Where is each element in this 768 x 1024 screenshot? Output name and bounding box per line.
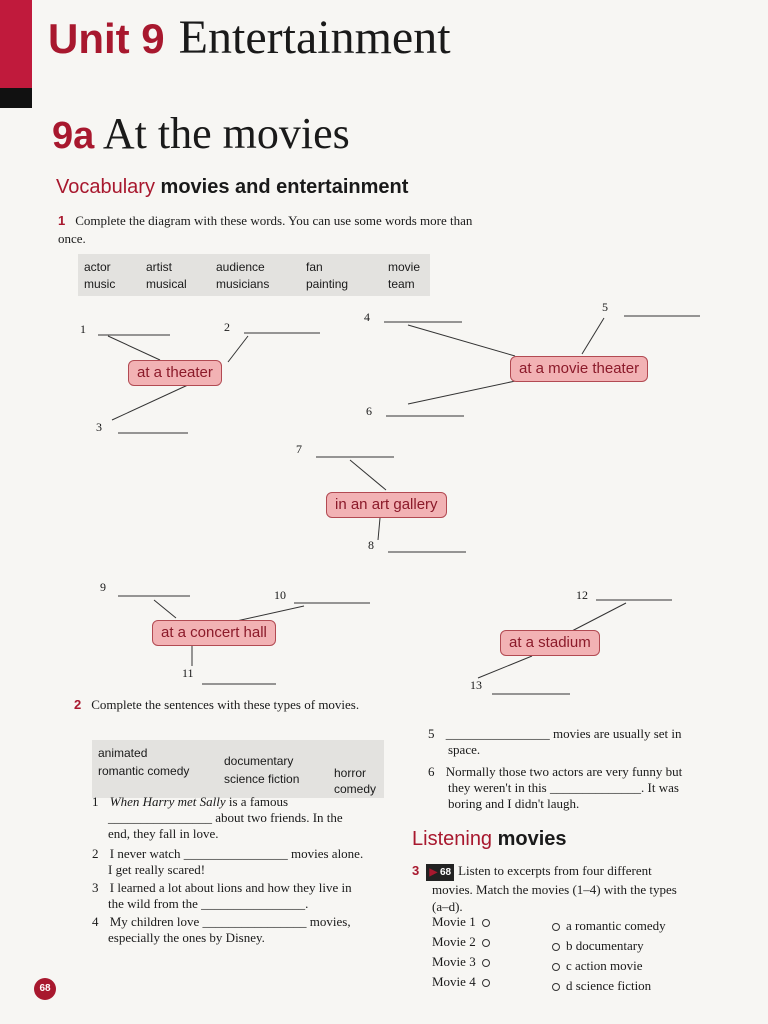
- match-circle-icon[interactable]: [552, 963, 560, 971]
- word: movie: [388, 260, 421, 274]
- type-option[interactable]: c action movie: [546, 958, 643, 974]
- exercise-3-instruction: 3 ▶ 68 Listen to excerpts from four different movies. Match the movies (1–4) with the types (a–d).: [412, 863, 677, 914]
- listening-heading: [412, 828, 567, 851]
- blank-number: 1: [80, 322, 86, 336]
- match-circle-icon[interactable]: [482, 979, 490, 987]
- blank-number: 13: [470, 678, 482, 692]
- blank-number: 12: [576, 588, 588, 602]
- blank-number: 9: [100, 580, 106, 594]
- movie-type: horror: [334, 766, 367, 780]
- blank-number: 5: [602, 300, 608, 314]
- match-circle-icon[interactable]: [552, 983, 560, 991]
- type-option[interactable]: d science fiction: [546, 978, 651, 994]
- listening-label: Listening: [412, 828, 493, 850]
- lesson-name: At the movies: [102, 109, 350, 158]
- movie-option[interactable]: Movie 4: [432, 974, 496, 990]
- sentence-3: 3 I learned a lot about lions and how they live in the wild from the ________________.: [92, 880, 352, 911]
- blank-number: 8: [368, 538, 374, 552]
- movie-type: science fiction: [224, 772, 300, 786]
- lesson-number: 9a: [52, 115, 95, 157]
- node-movie-theater: at a movie theater: [510, 356, 648, 382]
- movie-type-box: [92, 740, 384, 798]
- exercise-3-number: 3: [412, 863, 420, 878]
- blank-number: 4: [364, 310, 370, 324]
- type-option[interactable]: b documentary: [546, 938, 644, 954]
- blank-number: 3: [96, 420, 102, 434]
- word: audience: [216, 260, 265, 274]
- type-option[interactable]: a romantic comedy: [546, 918, 666, 934]
- sentence-5: 5 ________________ movies are usually set in space.: [428, 726, 682, 757]
- sentence-4: 4 My children love ________________ movies, especially the ones by Disney.: [92, 914, 351, 945]
- match-circle-icon[interactable]: [482, 919, 490, 927]
- blank-number: 7: [296, 442, 302, 456]
- movie-type: documentary: [224, 754, 294, 768]
- movie-type: comedy: [334, 782, 377, 796]
- movie-option[interactable]: Movie 1: [432, 914, 496, 930]
- word: team: [388, 277, 415, 291]
- word: actor: [84, 260, 111, 274]
- node-theater: at a theater: [128, 360, 222, 386]
- node-stadium: at a stadium: [500, 630, 600, 656]
- exercise-2-instruction: [74, 696, 364, 714]
- exercise-1-text: Complete the diagram with these words. You can use some words more than once.: [58, 213, 473, 246]
- movie-type: animated: [98, 746, 148, 760]
- match-circle-icon[interactable]: [482, 939, 490, 947]
- sentence-1: 1 When Harry met Sally is a famous ________________ about two friends. In the end, they fall in love.: [92, 794, 343, 841]
- match-circle-icon[interactable]: [482, 959, 490, 967]
- unit-label: Unit 9: [48, 15, 165, 62]
- word: musicians: [216, 277, 270, 291]
- match-circle-icon[interactable]: [552, 943, 560, 951]
- exercise-2-text: Complete the sentences with these types of movies.: [91, 697, 360, 712]
- unit-name: Entertainment: [178, 11, 451, 64]
- movie-type: romantic comedy: [98, 764, 190, 778]
- exercise-1-number: 1: [58, 213, 66, 228]
- word: artist: [146, 260, 173, 274]
- match-circle-icon[interactable]: [552, 923, 560, 931]
- word: musical: [146, 277, 187, 291]
- page-number: 68: [34, 978, 56, 1000]
- word: music: [84, 277, 116, 291]
- node-concert-hall: at a concert hall: [152, 620, 276, 646]
- node-art-gallery: in an art gallery: [326, 492, 447, 518]
- exercise-2-number: 2: [74, 697, 82, 712]
- blank-number: 10: [274, 588, 286, 602]
- blank-number: 6: [366, 404, 372, 418]
- sentence-2: 2 I never watch ________________ movies alone. I get really scared!: [92, 846, 364, 877]
- word: painting: [306, 277, 349, 291]
- listening-topic: movies: [497, 828, 567, 850]
- word: fan: [306, 260, 323, 274]
- vocabulary-label: Vocabulary: [56, 176, 155, 198]
- blank-number: 2: [224, 320, 230, 334]
- audio-track-icon[interactable]: ▶ 68: [426, 864, 454, 881]
- movie-option[interactable]: Movie 3: [432, 954, 496, 970]
- vocabulary-topic: movies and entertainment: [160, 176, 409, 198]
- blank-number: 11: [182, 666, 194, 680]
- movie-option[interactable]: Movie 2: [432, 934, 496, 950]
- sentence-6: 6 Normally those two actors are very funny but they weren't in this ______________. It was boring and I didn't laugh.: [428, 764, 683, 811]
